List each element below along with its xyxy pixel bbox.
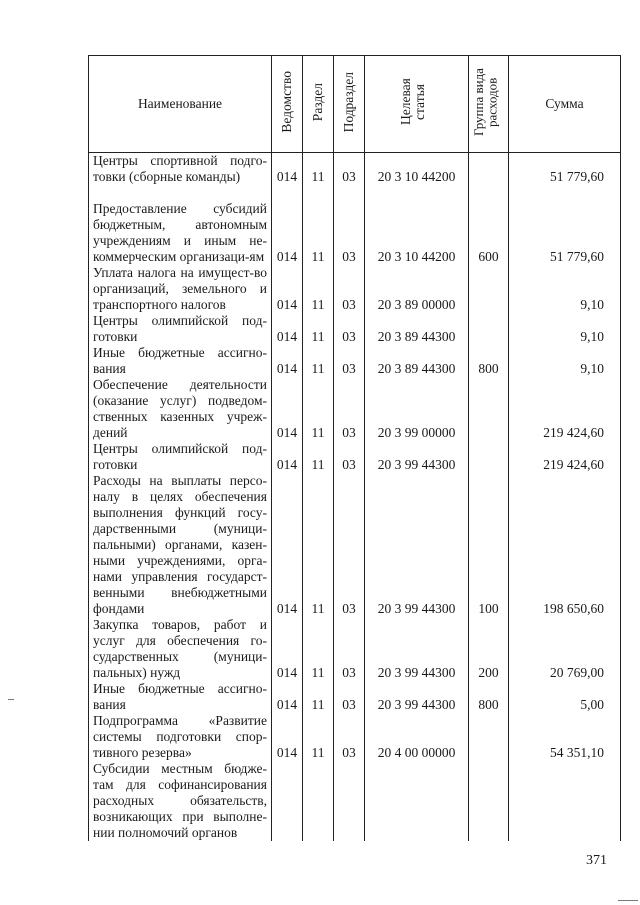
row-podrazdel: 03 [334,681,365,713]
row-name: Центры олимпийской под-готовки [89,313,272,345]
row-podrazdel: 03 [334,377,365,441]
table-row [89,681,621,713]
row-summa: 219 424,60 [509,377,621,441]
table-row [89,761,621,841]
row-vedomstvo: 014 [272,153,303,186]
header-celevaya [365,56,469,153]
row-podrazdel: 03 [334,313,365,345]
table-row [89,473,621,617]
page-number: 371 [586,853,607,868]
table-row [89,153,621,186]
header-celevaya-text: Целевая статья [397,78,427,126]
row-podrazdel: 03 [334,473,365,617]
row-vedomstvo: 014 [272,681,303,713]
row-name: Предоставление субсидий бюджетным, автономным учреждениям и иным не-коммерческим организаци-ям [89,185,272,265]
row-name: Расходы на выплаты персо-налу в целях обеспечения выполнения функций госу-дарственными (муници-пальными) органами, казен-ными учреждениями, орга-нами управления государст-венными внебюджетными фондами [89,473,272,617]
row-vedomstvo: 014 [272,265,303,313]
row-summa [509,761,621,841]
row-name: Подпрограмма «Развитие системы подготовки спор-тивного резерва» [89,713,272,761]
table-row [89,617,621,681]
row-gruppa [469,713,509,761]
row-name: Иные бюджетные ассигно-вания [89,681,272,713]
row-razdel: 11 [303,345,334,377]
header-vedomstvo-text: Ведомство [278,71,294,133]
row-razdel: 11 [303,681,334,713]
table-row [89,185,621,265]
row-razdel: 11 [303,313,334,345]
budget-table [88,55,621,841]
row-celevaya: 20 3 89 44300 [365,313,469,345]
row-gruppa [469,377,509,441]
table-row [89,713,621,761]
row-podrazdel [334,761,365,841]
row-vedomstvo: 014 [272,473,303,617]
table-row [89,313,621,345]
row-celevaya: 20 3 99 44300 [365,617,469,681]
row-gruppa: 200 [469,617,509,681]
row-name: Закупка товаров, работ и услуг для обеспечения го-сударственных (муници-пальных) нужд [89,617,272,681]
row-razdel: 11 [303,441,334,473]
scan-mark [618,900,638,901]
row-celevaya: 20 4 00 00000 [365,713,469,761]
row-summa: 51 779,60 [509,185,621,265]
row-summa: 20 769,00 [509,617,621,681]
row-celevaya: 20 3 99 44300 [365,681,469,713]
row-vedomstvo: 014 [272,345,303,377]
row-podrazdel: 03 [334,345,365,377]
row-name: Иные бюджетные ассигно-вания [89,345,272,377]
row-gruppa [469,153,509,186]
table-row [89,265,621,313]
row-celevaya: 20 3 10 44200 [365,185,469,265]
row-vedomstvo: 014 [272,617,303,681]
row-vedomstvo [272,761,303,841]
row-vedomstvo: 014 [272,313,303,345]
table-header-row [89,56,621,153]
row-name: Центры олимпийской под-готовки [89,441,272,473]
header-vedomstvo [272,56,303,153]
header-gruppa [469,56,509,153]
table-row [89,345,621,377]
header-podrazdel [334,56,365,153]
table-row [89,377,621,441]
row-celevaya: 20 3 89 00000 [365,265,469,313]
row-podrazdel: 03 [334,617,365,681]
scan-mark [8,699,14,700]
row-summa: 54 351,10 [509,713,621,761]
row-summa: 5,00 [509,681,621,713]
row-razdel: 11 [303,265,334,313]
row-summa: 219 424,60 [509,441,621,473]
row-name: Центры спортивной подго-товки (сборные команды) [89,153,272,186]
row-podrazdel: 03 [334,185,365,265]
header-razdel-text: Раздел [309,82,325,122]
row-podrazdel: 03 [334,441,365,473]
header-name-text: Наименование [137,96,223,111]
header-podrazdel-text: Подраздел [340,71,356,133]
row-celevaya: 20 3 89 44300 [365,345,469,377]
row-name: Субсидии местным бюдже-там для софинансирования расходных обязательств, возникающих при выполне-нии полномочий органов [89,761,272,841]
row-razdel: 11 [303,473,334,617]
row-vedomstvo: 014 [272,377,303,441]
table-body [89,153,621,842]
header-gruppa-text: Группа вида расходов [470,68,500,136]
row-gruppa [469,313,509,345]
row-gruppa [469,441,509,473]
row-celevaya: 20 3 10 44200 [365,153,469,186]
header-razdel [303,56,334,153]
row-podrazdel: 03 [334,153,365,186]
row-razdel: 11 [303,185,334,265]
row-gruppa [469,761,509,841]
row-celevaya: 20 3 99 44300 [365,441,469,473]
row-gruppa: 800 [469,345,509,377]
row-vedomstvo: 014 [272,441,303,473]
table-row [89,441,621,473]
header-name [89,56,272,153]
row-gruppa: 600 [469,185,509,265]
header-summa [509,56,621,153]
row-summa: 51 779,60 [509,153,621,186]
row-summa: 198 650,60 [509,473,621,617]
row-vedomstvo: 014 [272,713,303,761]
row-summa: 9,10 [509,345,621,377]
row-razdel: 11 [303,713,334,761]
row-celevaya: 20 3 99 00000 [365,377,469,441]
row-razdel [303,761,334,841]
row-gruppa: 800 [469,681,509,713]
row-razdel: 11 [303,377,334,441]
row-razdel: 11 [303,617,334,681]
row-summa: 9,10 [509,265,621,313]
row-celevaya [365,761,469,841]
header-summa-text: Сумма [545,96,584,111]
row-vedomstvo: 014 [272,185,303,265]
row-name: Обеспечение деятельности (оказание услуг) подведом-ственных казенных учреж-дений [89,377,272,441]
row-name: Уплата налога на имущест-во организаций, земельного и транспортного налогов [89,265,272,313]
row-summa: 9,10 [509,313,621,345]
row-razdel: 11 [303,153,334,186]
row-podrazdel: 03 [334,713,365,761]
row-gruppa [469,265,509,313]
row-podrazdel: 03 [334,265,365,313]
row-celevaya: 20 3 99 44300 [365,473,469,617]
row-gruppa: 100 [469,473,509,617]
